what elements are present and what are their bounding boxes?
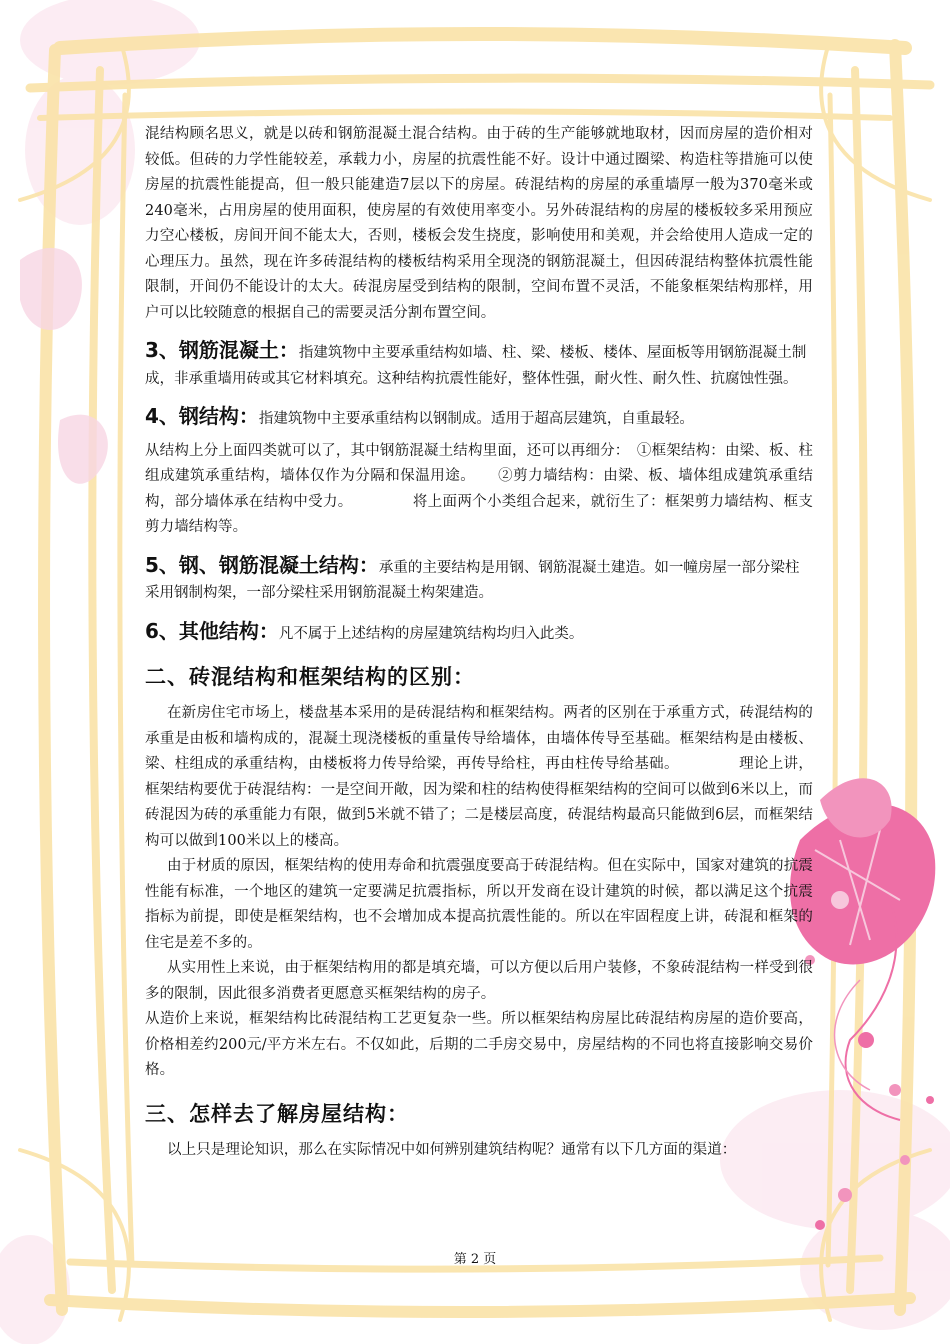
section-6-body: 凡不属于上述结构的房屋建筑结构均归入此类。 <box>278 625 584 642</box>
section-6-title: 6、其他结构： <box>145 618 279 643</box>
page-number: 第 2 页 <box>453 1252 497 1267</box>
section-5-body: 承重的主要结构是用钢、钢筋混凝土建造。如一幢房屋一部分梁柱采用钢制构架，一部分梁柱采用钢筋混凝土构架建造。 <box>145 559 800 601</box>
difference-paragraph-3: 从实用性上来说，由于框架结构用的都是填充墙，可以方便以后用户装修，不象砖混结构一样受到很多的限制，因此很多消费者更愿意买框架结构的房子。 <box>145 960 813 1002</box>
section-3-body: 指建筑物中主要承重结构如墙、柱、梁、楼板、楼体、屋面板等用钢筋混凝土制成，非承重墙用砖或其它材料填充。这种结构抗震性能好，整体性强，耐火性、耐久性、抗腐蚀性强。 <box>145 345 807 387</box>
section-3-title: 3、钢筋混凝土： <box>145 338 299 362</box>
section-5-title: 5、钢、钢筋混凝土结构： <box>145 552 379 577</box>
difference-paragraph-1a: 在新房住宅市场上，楼盘基本采用的是砖混结构和框架结构。两者的区别在于承重方式，砖混结构的承重是由板和墙构成的，混凝土现浇楼板的重量传导给墙体，由墙体传导至基础。框架结构是由楼板、梁、柱组成的承重结构，由楼板将力传导给梁，再传导给柱，再由柱传导给基础。 <box>145 705 813 772</box>
section-6 <box>145 615 813 648</box>
section-4 <box>145 400 813 433</box>
section-5 <box>145 549 813 607</box>
difference-paragraph-1b: 理论上讲，框架结构要优于砖混结构：一是空间开敞，因为梁和柱的结构使得框架结构的空间可以做到6米以上，而砖混因为砖的承重能力有限，做到5米就不错了；二是楼层高度，砖混结构最高只能做到6层，而框架结构可以做到100米以上的楼高。 <box>145 756 813 849</box>
section-4-body: 指建筑物中主要承重结构以钢制成。适用于超高层建筑，自重最轻。 <box>258 411 694 427</box>
document-body <box>145 122 813 1163</box>
heading-how-to-know: 三、怎样去了解房屋结构： <box>145 1101 409 1126</box>
difference-paragraph-1 <box>145 701 813 854</box>
heading-difference: 二、砖混结构和框架结构的区别： <box>145 665 475 689</box>
section-4-title: 4、钢结构： <box>145 404 259 428</box>
section-3 <box>145 334 813 392</box>
intro-paragraph: 混结构顾名思义，就是以砖和钢筋混凝土混合结构。由于砖的生产能够就地取材，因而房屋的造价相对较低。但砖的力学性能较差，承载力小，房屋的抗震性能不好。设计中通过圈梁、构造柱等措施可以使房屋的抗震性能提高，但一般只能建造7层以下的房屋。砖混结构的房屋的承重墙厚一般为370毫米或240毫米，占用房屋的使用面积，使房屋的有效使用率变小。另外砖混结构的房屋的楼板较多采用预应力空心楼板，房间开间不能太大，否则，楼板会发生挠度，影响使用和美观，并会给使用人造成一定的心理压力。虽然，现在许多砖混结构的楼板结构采用全现浇的钢筋混凝土，但因砖混结构整体抗震性能限制，开间仍不能设计的太大。砖混房屋受到结构的限制，空间布置不灵活，不能象框架结构那样，用户可以比较随意的根据自己的需要灵活分割布置空间。 <box>145 126 813 321</box>
difference-paragraph-2: 由于材质的原因，框架结构的使用寿命和抗震强度要高于砖混结构。但在实际中，国家对建筑的抗震性能有标准，一个地区的建筑一定要满足抗震指标，所以开发商在设计建筑的时候，都以满足这个抗震指标为前提，即使是框架结构，也不会增加成本提高抗震性能的。所以在牢固程度上讲，砖混和框架的住宅是差不多的。 <box>145 858 813 951</box>
subdivision-part-2: 将上面两个小类组合起来，就衍生了：框架剪力墙结构、框支剪力墙结构等。 <box>145 493 813 535</box>
subdivision-paragraph <box>145 439 813 541</box>
subdivision-part-1: 从结构上分上面四类就可以了，其中钢筋混凝土结构里面，还可以再细分： ①框架结构：由梁、板、柱组成建筑承重结构，墙体仅作为分隔和保温用途。 ②剪力墙结构：由梁、板、墙体组成建筑承重结构，部分墙体承在结构中受力。 <box>145 442 813 510</box>
last-paragraph: 以上只是理论知识，那么在实际情况中如何辨别建筑结构呢？通常有以下几方面的渠道： <box>167 1141 737 1158</box>
difference-paragraph-4: 从造价上来说，框架结构比砖混结构工艺更复杂一些。所以框架结构房屋比砖混结构房屋的造价要高，价格相差约200元/平方米左右。不仅如此，后期的二手房交易中，房屋结构的不同也将直接影响交易价格。 <box>145 1011 813 1078</box>
